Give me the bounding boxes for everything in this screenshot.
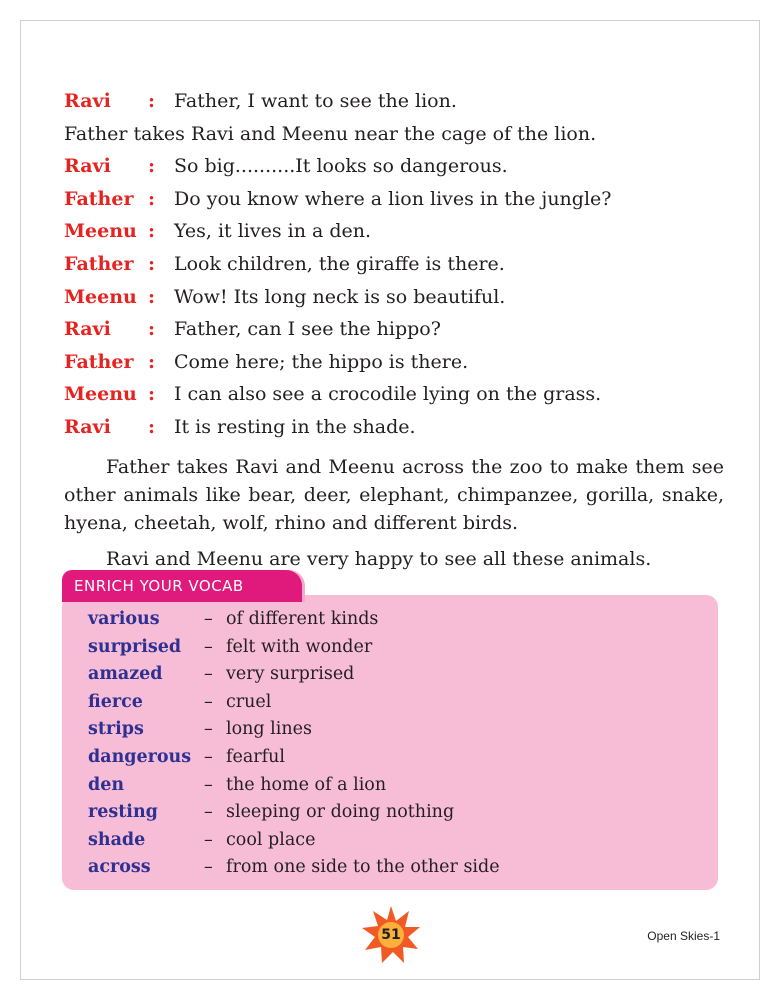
vocab-meaning: from one side to the other side bbox=[226, 857, 500, 878]
speaker-name: Meenu bbox=[64, 285, 137, 308]
vocab-word: various bbox=[88, 609, 160, 629]
speaker-name: Ravi bbox=[64, 155, 111, 178]
dialogue-line bbox=[64, 220, 724, 253]
speech-text: Do you know where a lion lives in the jungle? bbox=[174, 187, 612, 210]
vocab-meaning: fearful bbox=[226, 746, 285, 767]
speech-text: It is resting in the shade. bbox=[174, 415, 416, 438]
vocab-dash: – bbox=[204, 719, 213, 740]
vocab-dash: – bbox=[204, 857, 213, 878]
vocab-dash: – bbox=[204, 636, 213, 657]
speaker-colon: : bbox=[148, 415, 156, 438]
vocab-dash: – bbox=[204, 746, 213, 767]
vocab-item bbox=[88, 775, 500, 803]
vocab-meaning: very surprised bbox=[226, 664, 355, 685]
vocab-meaning: of different kinds bbox=[226, 609, 379, 629]
vocab-item bbox=[88, 802, 500, 830]
speaker-name: Father bbox=[64, 252, 134, 275]
speaker-colon: : bbox=[148, 383, 156, 406]
dialogue-line bbox=[64, 318, 724, 351]
vocab-word: surprised bbox=[88, 636, 182, 657]
speech-text: I can also see a crocodile lying on the grass. bbox=[174, 383, 602, 406]
speaker-colon: : bbox=[148, 318, 156, 341]
vocab-meaning: felt with wonder bbox=[226, 636, 373, 657]
vocab-word: den bbox=[88, 774, 125, 795]
vocab-item bbox=[88, 637, 500, 665]
speech-text: Father, I want to see the lion. bbox=[174, 90, 457, 112]
speech-text: Come here; the hippo is there. bbox=[174, 350, 469, 373]
speech-text: Yes, it lives in a den. bbox=[174, 220, 372, 243]
vocab-heading: ENRICH YOUR VOCAB bbox=[62, 570, 302, 602]
vocab-dash: – bbox=[204, 609, 213, 629]
vocab-item bbox=[88, 664, 500, 692]
dialogue-line bbox=[64, 253, 724, 286]
dialogue-line bbox=[64, 351, 724, 384]
vocab-word: resting bbox=[88, 802, 158, 823]
vocab-dash: – bbox=[204, 774, 213, 795]
book-title: Open Skies-1 bbox=[647, 929, 720, 943]
vocab-meaning: cool place bbox=[226, 829, 316, 850]
vocab-word: amazed bbox=[88, 664, 163, 685]
page-number: 51 bbox=[381, 927, 401, 943]
speech-text: Look children, the giraffe is there. bbox=[174, 252, 505, 275]
vocab-dash: – bbox=[204, 691, 213, 712]
speaker-colon: : bbox=[148, 350, 156, 373]
speaker-colon: : bbox=[148, 90, 156, 112]
speaker-colon: : bbox=[148, 220, 156, 243]
speaker-name: Meenu bbox=[64, 220, 137, 243]
speaker-name: Father bbox=[64, 350, 134, 373]
story-paragraph: Father takes Ravi and Meenu across the zoo to make them see other animals like bear, deer, elephant, chimpanzee, gorilla, snake, hyena, cheetah, wolf, rhino and different birds. bbox=[64, 455, 724, 534]
speaker-colon: : bbox=[148, 285, 156, 308]
speaker-name: Ravi bbox=[64, 90, 111, 112]
vocab-dash: – bbox=[204, 802, 213, 823]
dialogue-line bbox=[64, 90, 724, 123]
vocab-item bbox=[88, 747, 500, 775]
vocab-word: strips bbox=[88, 719, 144, 740]
vocab-dash: – bbox=[204, 829, 213, 850]
narration-line: Father takes Ravi and Meenu near the cage of the lion. bbox=[64, 122, 597, 145]
dialogue-line bbox=[64, 155, 724, 188]
vocab-word: fierce bbox=[88, 691, 143, 712]
vocab-dash: – bbox=[204, 664, 213, 685]
speech-text: Wow! Its long neck is so beautiful. bbox=[174, 285, 506, 308]
speaker-name: Meenu bbox=[64, 383, 137, 406]
vocab-list bbox=[88, 609, 500, 885]
dialogue-section bbox=[64, 90, 724, 573]
dialogue-line bbox=[64, 188, 724, 221]
speech-text: So big..........It looks so dangerous. bbox=[174, 155, 508, 178]
vocab-word: across bbox=[88, 857, 151, 878]
story-paragraph: Ravi and Meenu are very happy to see all these animals. bbox=[106, 547, 652, 570]
vocab-item bbox=[88, 830, 500, 858]
vocab-item bbox=[88, 692, 500, 720]
dialogue-line bbox=[64, 383, 724, 416]
speaker-colon: : bbox=[148, 252, 156, 275]
speaker-name: Ravi bbox=[64, 318, 111, 341]
speech-text: Father, can I see the hippo? bbox=[174, 318, 441, 341]
vocab-word: shade bbox=[88, 829, 146, 850]
speaker-colon: : bbox=[148, 155, 156, 178]
vocab-meaning: long lines bbox=[226, 719, 312, 740]
vocab-item bbox=[88, 719, 500, 747]
speaker-colon: : bbox=[148, 187, 156, 210]
vocab-word: dangerous bbox=[88, 746, 192, 767]
vocab-item bbox=[88, 609, 500, 637]
vocab-item bbox=[88, 857, 500, 885]
vocab-meaning: cruel bbox=[226, 691, 272, 712]
vocab-meaning: the home of a lion bbox=[226, 774, 387, 795]
vocab-meaning: sleeping or doing nothing bbox=[226, 802, 455, 823]
dialogue-line bbox=[64, 286, 724, 319]
speaker-name: Father bbox=[64, 187, 134, 210]
speaker-name: Ravi bbox=[64, 415, 111, 438]
dialogue-line bbox=[64, 416, 724, 449]
